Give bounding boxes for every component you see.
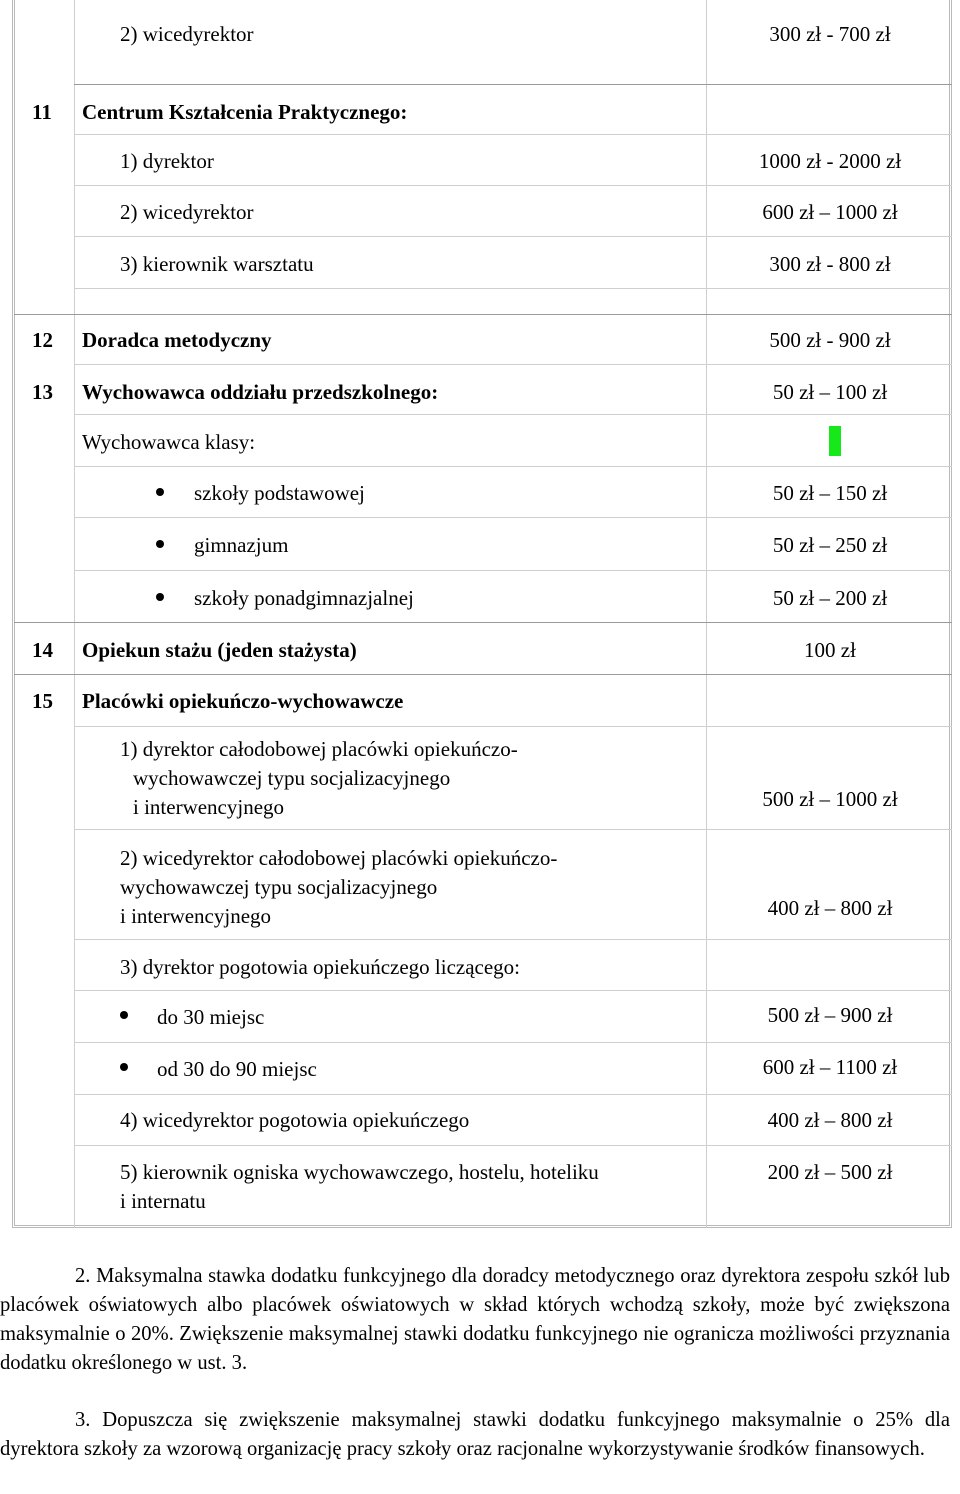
item-amount: 500 zł - 900 zł xyxy=(769,328,891,352)
item-amount: 400 zł – 800 zł xyxy=(767,1108,893,1132)
row-divider xyxy=(74,990,952,991)
item-label: 2) wicedyrektor całodobowej placówki opiekuńczo- xyxy=(120,846,558,870)
item-amount: 300 zł - 800 zł xyxy=(769,252,891,276)
row-divider xyxy=(14,674,952,675)
item-label: 4) wicedyrektor pogotowia opiekuńczego xyxy=(120,1108,470,1132)
item-label: 3) kierownik warsztatu xyxy=(120,252,314,276)
row-divider xyxy=(74,1042,952,1043)
item-label: 5) kierownik ogniska wychowawczego, hostelu, hoteliku xyxy=(120,1160,599,1184)
row-divider xyxy=(74,185,952,186)
item-amount: 100 zł xyxy=(804,638,856,662)
section-title: Opiekun stażu (jeden stażysta) xyxy=(82,638,357,662)
row-divider xyxy=(74,364,952,365)
section-title: Wychowawca oddziału przedszkolnego: xyxy=(82,380,439,404)
row-number: 14 xyxy=(32,638,53,662)
item-amount: 50 zł – 200 zł xyxy=(772,586,888,610)
bullet-icon xyxy=(120,1011,128,1019)
item-amount: 500 zł – 1000 zł xyxy=(762,787,898,811)
item-amount: 50 zł – 100 zł xyxy=(772,380,888,404)
section-title: Placówki opiekuńczo-wychowawcze xyxy=(82,689,404,713)
row-divider xyxy=(74,414,952,415)
row-number: 15 xyxy=(32,689,53,713)
row-divider xyxy=(74,570,952,571)
item-amount: 50 zł – 150 zł xyxy=(772,481,888,505)
item-amount: 500 zł – 900 zł xyxy=(767,1003,893,1027)
sub-title: Wychowawca klasy: xyxy=(82,430,256,454)
item-label: wychowawczej typu socjalizacyjnego xyxy=(120,875,438,899)
row-divider xyxy=(14,314,952,315)
item-label: od 30 do 90 miejsc xyxy=(157,1057,317,1081)
item-label: 2) wicedyrektor xyxy=(120,200,254,224)
item-label: 3) dyrektor pogotowia opiekuńczego liczącego: xyxy=(120,955,521,979)
item-label: szkoły ponadgimnazjalnej xyxy=(194,586,414,610)
item-label: 2) wicedyrektor xyxy=(120,22,254,46)
row-divider xyxy=(74,466,952,467)
row-divider xyxy=(74,939,952,940)
item-label: szkoły podstawowej xyxy=(194,481,365,505)
item-label: i interwencyjnego xyxy=(120,904,272,928)
row-number: 12 xyxy=(32,328,53,352)
item-label: i interwencyjnego xyxy=(133,795,285,819)
row-divider xyxy=(74,726,952,727)
row-divider xyxy=(74,1145,952,1146)
bullet-icon xyxy=(156,593,164,601)
row-divider xyxy=(74,288,952,289)
row-divider xyxy=(74,517,952,518)
item-amount: 1000 zł - 2000 zł xyxy=(758,149,902,173)
paragraph-2: 2. Maksymalna stawka dodatku funkcyjnego dla doradcy metodycznego oraz dyrektora zespołu szkół lub placówek oświatowych albo placówek oświatowych w skład których wchodzą szkoły, może być zwiększona maksymalnie o 20%. Zwiększenie maksymalnej stawki dodatku funkcyjnego nie ogranicza możliwości przyznania dodatku określonego w ust. 3. xyxy=(0,1265,950,1374)
row-divider xyxy=(14,622,952,623)
item-amount: 400 zł – 800 zł xyxy=(767,896,893,920)
bullet-icon xyxy=(120,1063,128,1071)
item-amount: 200 zł – 500 zł xyxy=(767,1160,893,1184)
item-label: 1) dyrektor całodobowej placówki opiekuńczo- xyxy=(120,737,518,761)
item-amount: 600 zł – 1100 zł xyxy=(762,1055,898,1079)
row-divider xyxy=(74,829,952,830)
paragraph-3: 3. Dopuszcza się zwiększenie maksymalnej stawki dodatku funkcyjnego maksymalnie o 25% dla dyrektora szkoły za wzorową organizację pracy szkoły oraz racjonalne wykorzystywanie środków finansowych. xyxy=(0,1409,950,1460)
row-divider xyxy=(74,84,952,85)
item-amount: 50 zł – 250 zł xyxy=(772,533,888,557)
item-label: wychowawczej typu socjalizacyjnego xyxy=(133,766,451,790)
row-divider xyxy=(74,134,952,135)
bullet-icon xyxy=(156,488,164,496)
row-divider xyxy=(74,236,952,237)
row-divider xyxy=(74,1094,952,1095)
row-number: 11 xyxy=(32,100,52,124)
section-title: Centrum Kształcenia Praktycznego: xyxy=(82,100,408,124)
item-label: gimnazjum xyxy=(194,533,289,557)
row-number: 13 xyxy=(32,380,53,404)
bullet-icon xyxy=(156,540,164,548)
item-label: 1) dyrektor xyxy=(120,149,214,173)
highlight-marker xyxy=(829,426,841,456)
item-amount: 600 zł – 1000 zł xyxy=(762,200,898,224)
item-label: i internatu xyxy=(120,1189,206,1213)
item-amount: 300 zł - 700 zł xyxy=(769,22,891,46)
section-title: Doradca metodyczny xyxy=(82,328,272,352)
item-label: do 30 miejsc xyxy=(157,1005,265,1029)
